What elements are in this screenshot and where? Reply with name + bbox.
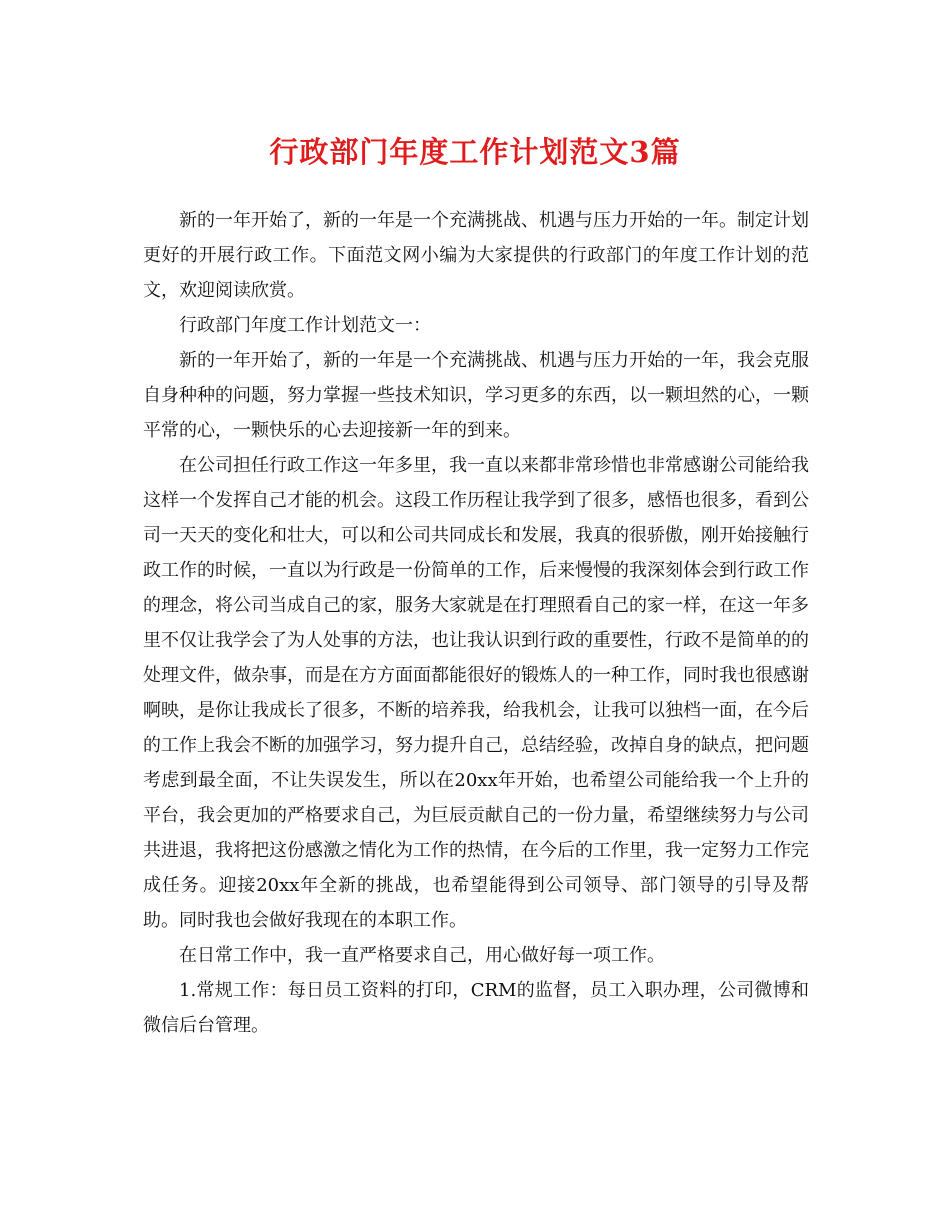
paragraph-section-heading: 行政部门年度工作计划范文一： <box>179 315 431 336</box>
paragraph-admin-work: 在公司担任行政工作这一年多里，我一直以来都非常珍惜也非常感谢公司能给我这样一个发挥自己才能的机会。这段工作历程让我学到了很多，感悟也很多，看到公司一天天的变化和壮大，可以和公司共同成长和发展，我真的很骄傲，刚开始接触行政工作的时候，一直以为行政是一份简单的工作，后来慢慢的我深刻体会到行政工作的理念，将公司当成自己的家，服务大家就是在打理照看自己的家一样，在这一年多里不仅让我学会了为人处事的方法，也让我认识到行政的重要性，行政不是简单的的处理文件，做杂事，而是在方方面面都能很好的锻炼人的一种工作，同时我也很感谢啊映，是你让我成长了很多，不断的培养我，给我机会，让我可以独档一面，在今后的工作上我会不断的加强学习，努力提升自己，总结经验，改掉自身的缺点，把问题考虑到最全面，不让失误发生，所以在20xx年开始，也希望公司能给我一个上升的平台，我会更加的严格要求自己，为巨辰贡献自己的一份力量，希望继续努力与公司共进退，我将把这份感激之情化为工作的热情，在今后的工作里，我一定努力工作完成任务。迎接20xx年全新的挑战，也希望能得到公司领导、部门领导的引导及帮助。同时我也会做好我现在的本职工作。 <box>143 455 809 931</box>
document-body <box>143 203 809 1043</box>
paragraph-routine-work: 1.常规工作：每日员工资料的打印，CRM的监督，员工入职办理，公司微博和微信后台管理。 <box>143 980 809 1036</box>
paragraph-daily-work: 在日常工作中，我一直严格要求自己，用心做好每一项工作。 <box>179 945 665 966</box>
document-title: 行政部门年度工作计划范文3篇 <box>269 135 681 169</box>
paragraph-new-year: 新的一年开始了，新的一年是一个充满挑战、机遇与压力开始的一年，我会克服自身种种的问题，努力掌握一些技术知识，学习更多的东西，以一颗坦然的心，一颗平常的心，一颗快乐的心去迎接新一年的到来。 <box>143 350 809 441</box>
paragraph-intro: 新的一年开始了，新的一年是一个充满挑战、机遇与压力开始的一年。制定计划更好的开展行政工作。下面范文网小编为大家提供的行政部门的年度工作计划的范文，欢迎阅读欣赏。 <box>143 210 809 301</box>
